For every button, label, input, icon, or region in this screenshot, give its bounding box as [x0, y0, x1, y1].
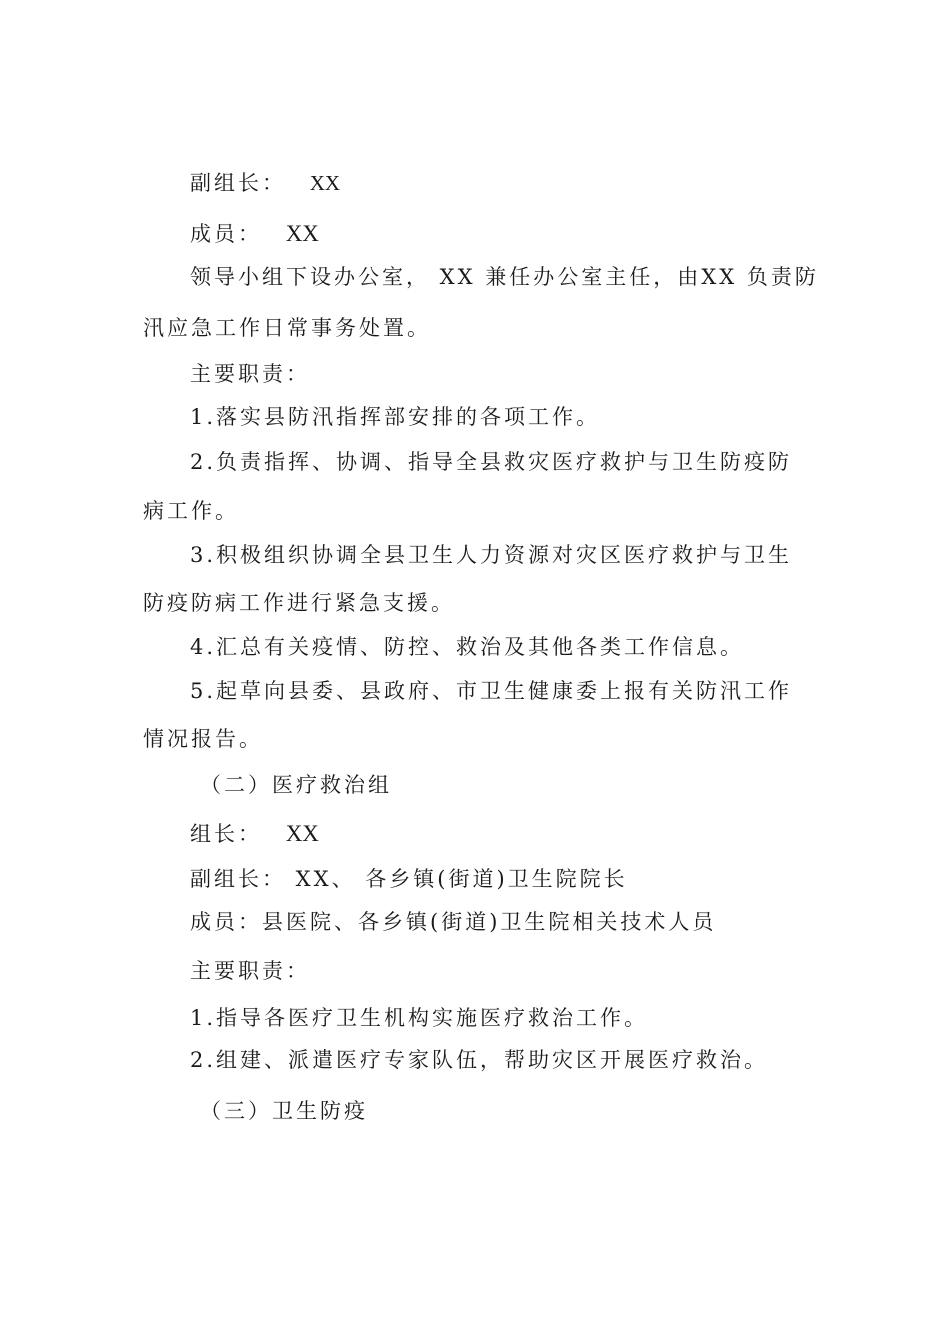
office-paragraph-line-1: 领导小组下设办公室， XX 兼任办公室主任，由XX 负责防 [190, 265, 819, 289]
duties-label-2: 主要职责： [190, 959, 310, 983]
duty-2-line-1: 2.负责指挥、协调、指导全县救灾医疗救护与卫生防疫防 [190, 450, 793, 474]
vice-leader-value: XX [309, 171, 341, 195]
member-value: XX [285, 221, 319, 246]
member-label: 成员： [190, 222, 262, 246]
members-2: 成员：县医院、各乡镇(街道)卫生院相关技术人员 [190, 910, 717, 934]
duties-label-1: 主要职责： [190, 362, 310, 386]
leader-line [190, 819, 319, 849]
leader-label: 组长： [190, 822, 262, 846]
vice-leader-label: 副组长： [190, 171, 286, 195]
duty-1: 1.落实县防汛指挥部安排的各项工作。 [190, 405, 601, 429]
duty-5-line-2: 情况报告。 [143, 727, 263, 751]
duty-2-line-2: 病工作。 [143, 499, 239, 523]
office-paragraph-line-2: 汛应急工作日常事务处置。 [143, 316, 431, 340]
vice-leader-line [190, 168, 340, 198]
duty-3-line-1: 3.积极组织协调全县卫生人力资源对灾区医疗救护与卫生 [190, 543, 793, 567]
duty-3-line-2: 防疫防病工作进行紧急支援。 [143, 591, 455, 615]
section-2-title: （二）医疗救治组 [200, 773, 392, 797]
vice-leader-2: 副组长： XX、 各乡镇(街道)卫生院院长 [190, 867, 628, 891]
leader-value: XX [285, 821, 319, 846]
med-duty-2: 2.组建、派遣医疗专家队伍，帮助灾区开展医疗救治。 [190, 1048, 769, 1072]
member-line [190, 219, 319, 249]
duty-4: 4.汇总有关疫情、防控、救治及其他各类工作信息。 [190, 635, 745, 659]
duty-5-line-1: 5.起草向县委、县政府、市卫生健康委上报有关防汛工作 [190, 679, 793, 703]
section-3-title: （三）卫生防疫 [200, 1099, 368, 1123]
med-duty-1: 1.指导各医疗卫生机构实施医疗救治工作。 [190, 1006, 649, 1030]
